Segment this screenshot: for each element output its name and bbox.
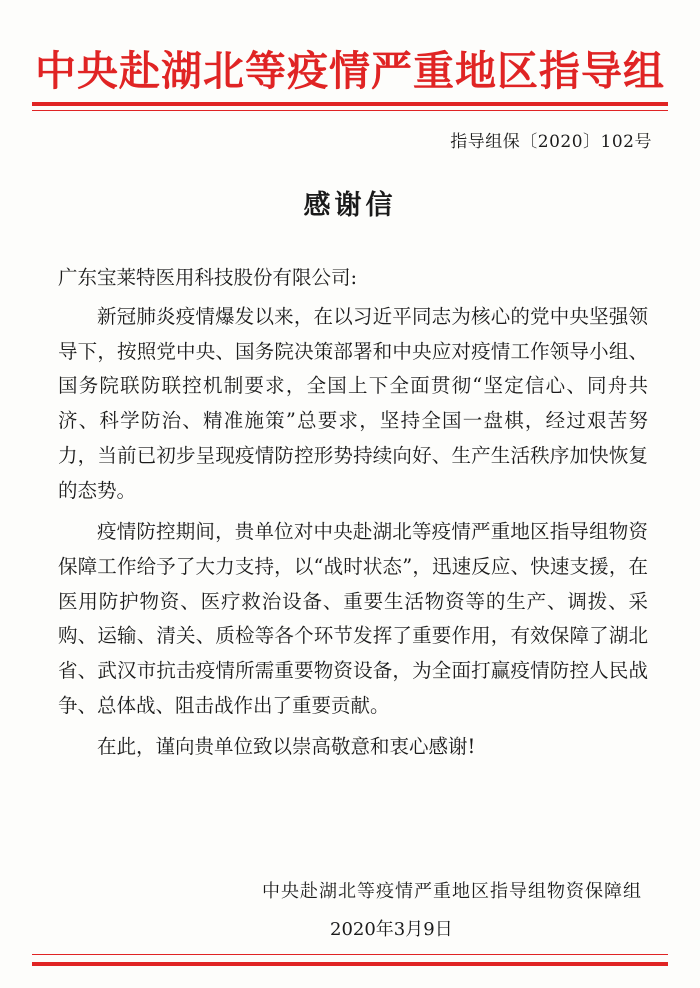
signature-organization: 中央赴湖北等疫情严重地区指导组物资保障组	[262, 881, 642, 902]
salutation: 广东宝莱特医用科技股份有限公司:	[58, 266, 358, 289]
letter-body	[58, 300, 648, 772]
footer-divider-thick	[32, 962, 668, 966]
header-divider-thin	[32, 110, 668, 111]
issuer-heading: 中央赴湖北等疫情严重地区指导组	[35, 47, 665, 95]
body-paragraph-2: 疫情防控期间，贵单位对中央赴湖北等疫情严重地区指导组物资保障工作给予了大力支持，以“战时状态”，迅速反应、快速支援，在医用防护物资、医疗救治设备、重要生活物资等的生产、调拨、采购、运输、清关、质检等各个环节发挥了重要作用，有效保障了湖北省、武汉市抗击疫情所需重要物资设备，为全面打赢疫情防控人民战争、总体战、阻击战作出了重要贡献。	[58, 520, 648, 717]
body-paragraph-1: 新冠肺炎疫情爆发以来，在以习近平同志为核心的党中央坚强领导下，按照党中央、国务院决策部署和中央应对疫情工作领导小组、国务院联防联控机制要求，全国上下全面贯彻“坚定信心、同舟共济、科学防治、精准施策”总要求，坚持全国一盘棋，经过艰苦努力，当前已初步呈现疫情防控形势持续向好、生产生活秩序加快恢复的态势。	[58, 305, 648, 502]
letter-title: 感谢信	[303, 190, 397, 221]
body-paragraph-3: 在此，谨向贵单位致以崇高敬意和衷心感谢!	[97, 735, 476, 759]
footer-divider-thin	[32, 954, 668, 955]
signature-date: 2020年3月9日	[330, 919, 453, 940]
header-divider-thick	[32, 102, 668, 106]
document-number: 指导组保〔2020〕102号	[450, 132, 652, 152]
